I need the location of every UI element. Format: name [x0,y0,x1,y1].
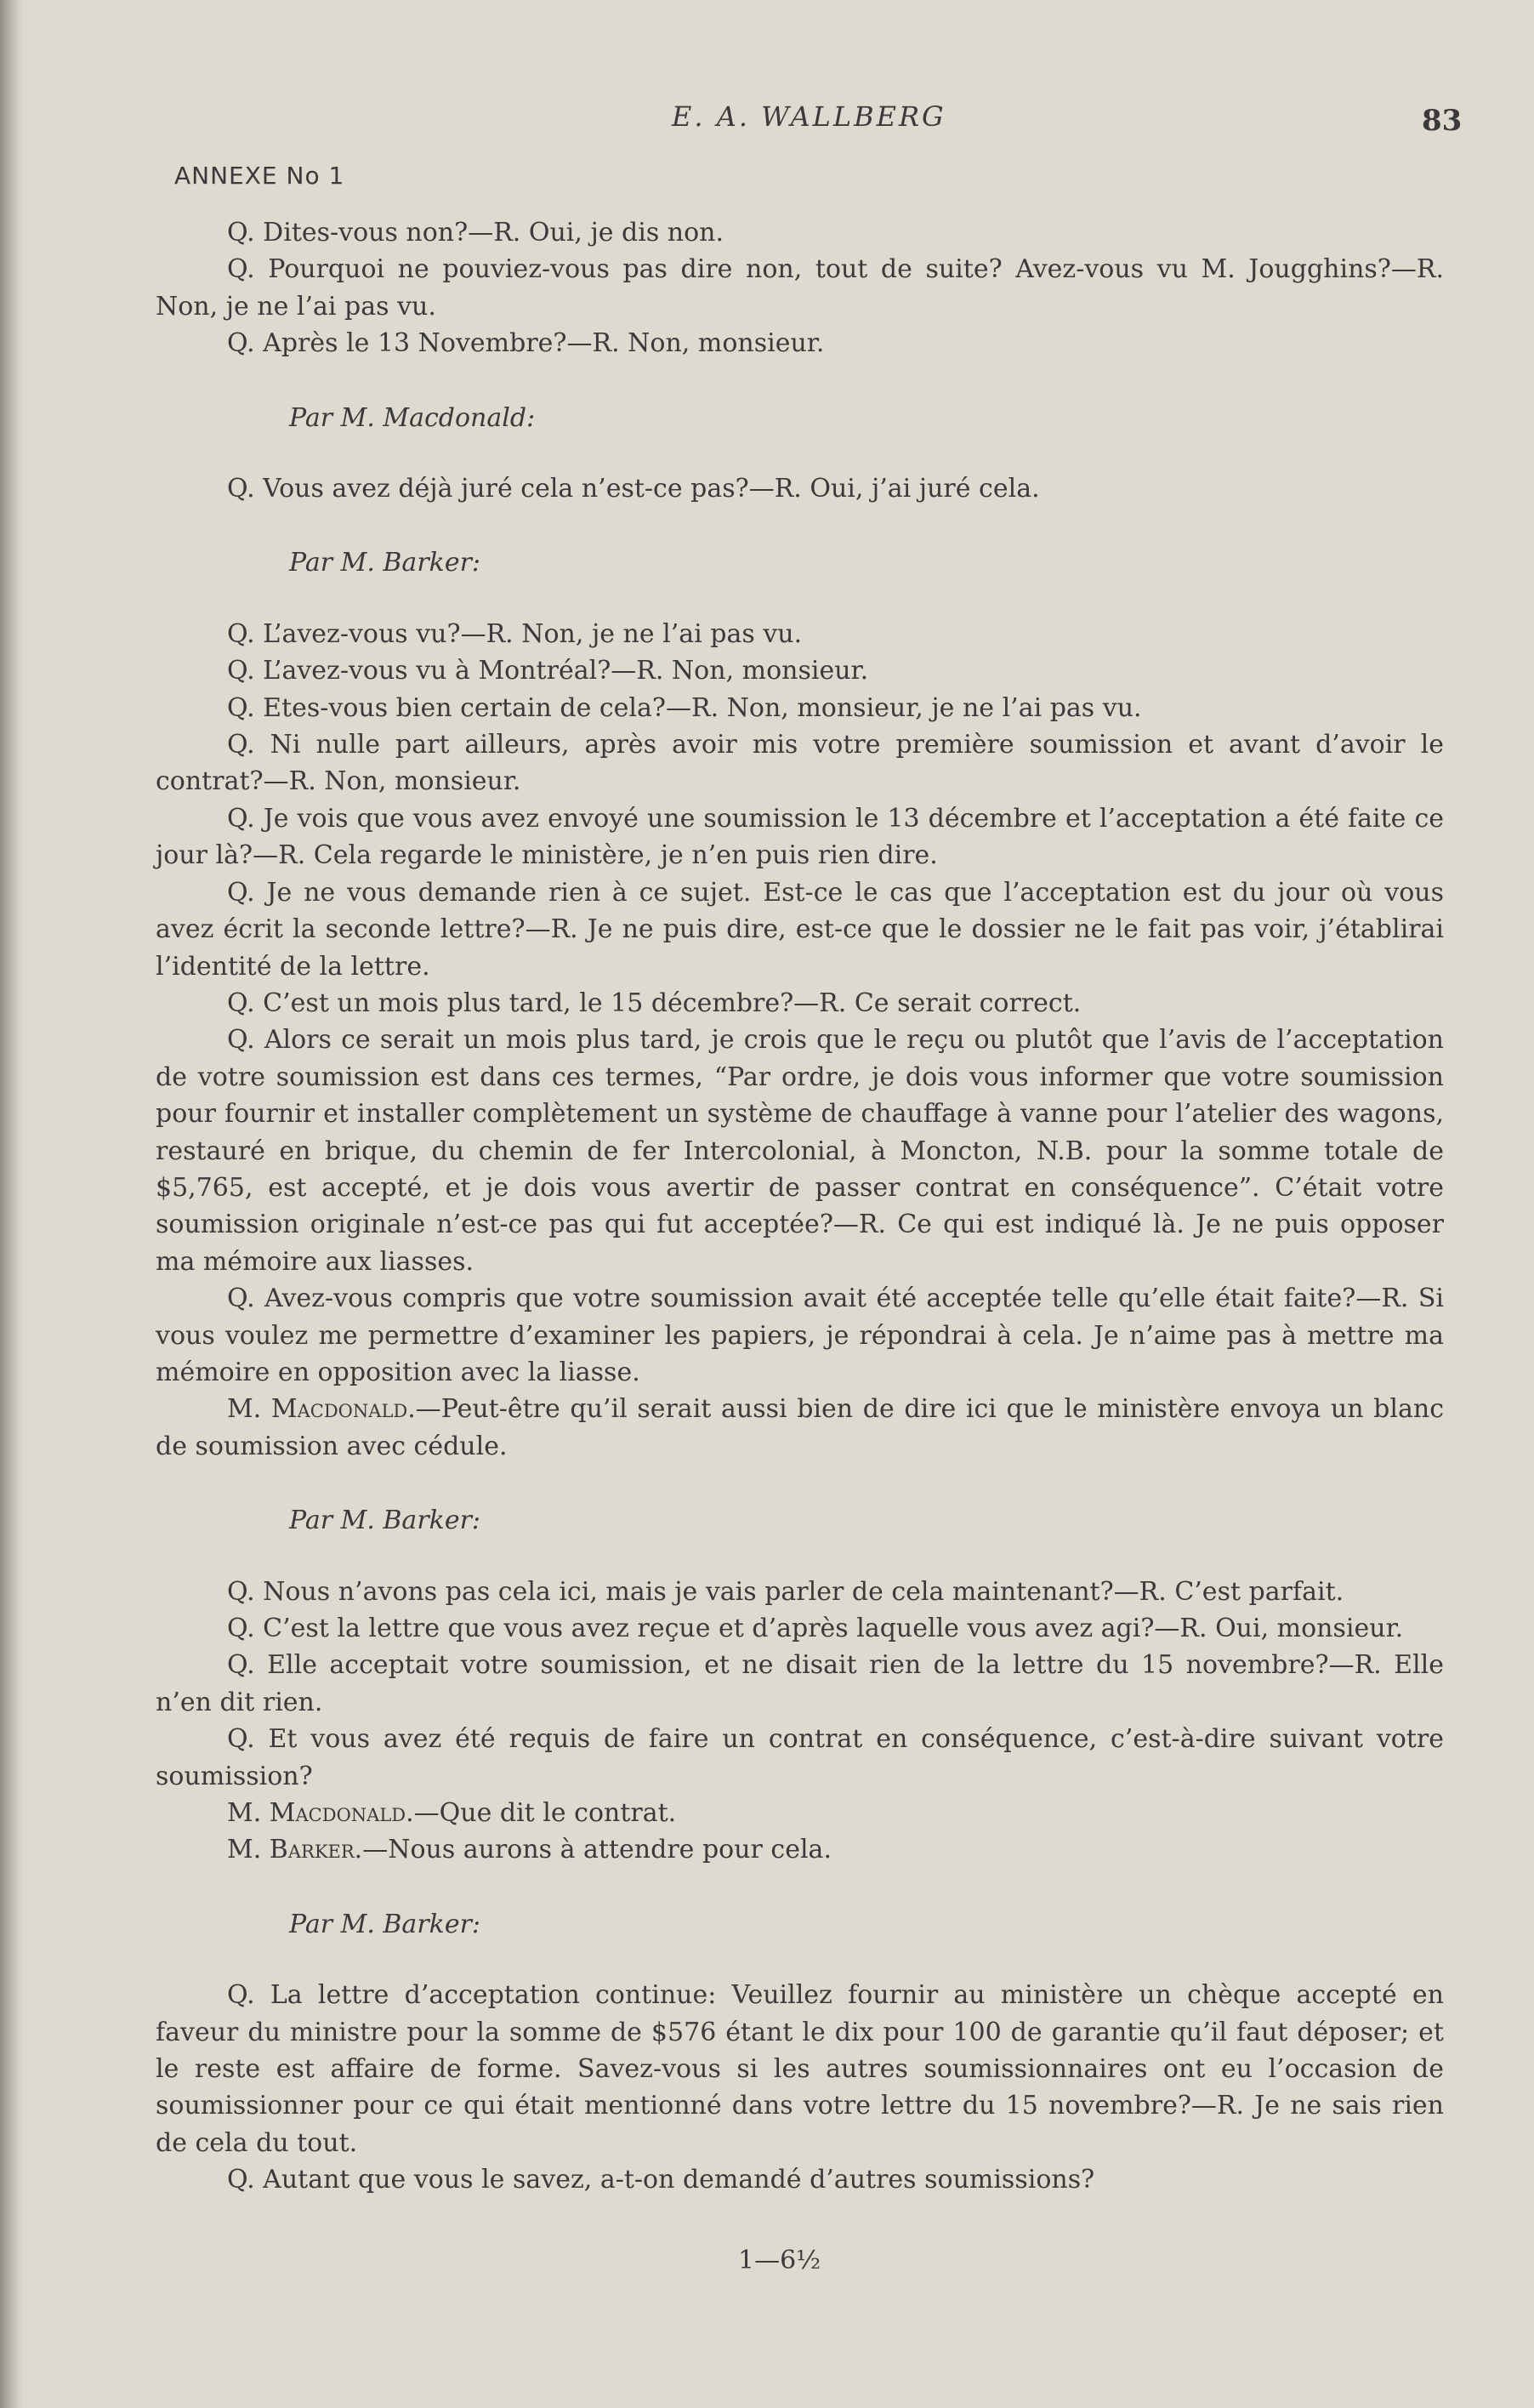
qa-paragraph: Q. Etes-vous bien certain de cela?—R. Non, monsieur, je ne l’ai pas vu. [227,692,1142,723]
qa-paragraph: Q. Vous avez déjà juré cela n’est-ce pas?—R. Oui, j’ai juré cela. [227,474,1040,504]
speaker-name: M. Macdonald. [227,1394,416,1425]
qa-paragraph: Q. Je ne vous demande rien à ce sujet. Est-ce le cas que l’acceptation est du jour où vous avez écrit la seconde lettre?—R. Je ne puis dire, est-ce que le dossier ne le fait pas voir, j’établirai l’identité de la lettre. [156,877,1444,982]
speaker-text: —Peut-être qu’il serait aussi bien de dire ici que le ministère envoya un blanc de soumission avec cédule. [156,1394,1444,1461]
qa-paragraph: Q. L’avez-vous vu?—R. Non, je ne l’ai pas vu. [227,618,803,649]
qa-paragraph: Q. Dites-vous non?—R. Oui, je dis non. [227,218,724,248]
qa-paragraph: Q. C’est un mois plus tard, le 15 décembre?—R. Ce serait correct. [227,988,1082,1018]
qa-paragraph: Q. Pourquoi ne pouviez-vous pas dire non, tout de suite? Avez-vous vu M. Jougghins?—R. Non, je ne l’ai pas vu. [156,254,1444,322]
examiner-heading: Par M. Macdonald: [289,402,536,433]
speaker-paragraph [156,1831,1444,1868]
qa-paragraph: Q. Avez-vous compris que votre soumission avait été acceptée telle qu’elle était faite?—R. Si vous voulez me permettre d’examiner les papiers, je répondrai à cela. Je n’aime pas à mettre ma mémoire en opposition avec la liasse. [156,1284,1444,1387]
page-header [0,100,1534,143]
speaker-paragraph [156,1391,1444,1465]
qa-paragraph: Q. Après le 13 Novembre?—R. Non, monsieur. [227,328,825,359]
qa-paragraph: Q. Alors ce serait un mois plus tard, je crois que le reçu ou plutôt que l’avis de l’acceptation de votre soumission est dans ces termes, “Par ordre, je dois vous informer que votre soumission pour fournir et installer complètement un système de chauffage à vanne pour l’atelier des wagons, restauré en brique, du chemin de fer Intercolonial, à Moncton, N.B. pour la somme totale de $5,765, est accepté, et je dois vous avertir de passer contrat en conséquence”. C’était votre soumission originale n’est-ce pas qui fut acceptée?—R. Ce qui est indiqué là. Je ne puis opposer ma mémoire aux liasses. [156,1025,1444,1277]
qa-paragraph: Q. C’est la lettre que vous avez reçue et d’après laquelle vous avez agi?—R. Oui, monsieur. [227,1614,1404,1643]
qa-paragraph: Q. Elle acceptait votre soumission, et ne disait rien de la lettre du 15 novembre?—R. Elle n’en dit rien. [156,1650,1444,1717]
qa-paragraph: Q. Autant que vous le savez, a-t-on demandé d’autres soumissions? [227,2165,1095,2195]
examiner-heading: Par M. Barker: [289,1909,481,1939]
speaker-text: —Que dit le contrat. [413,1798,677,1829]
transcript-body [156,214,1444,2199]
qa-paragraph: Q. Ni nulle part ailleurs, après avoir mis votre première soumission et avant d’avoir le contrat?—R. Non, monsieur. [156,730,1444,797]
speaker-paragraph [156,1795,1444,1831]
qa-paragraph: Q. La lettre d’acceptation continue: Veuillez fournir au ministère un chèque accepté en faveur du ministre pour la somme de $576 étant le dix pour 100 de garantie qu’il faut déposer; et le reste est affaire de forme. Savez-vous si les autres soumissionnaires ont eu l’occasion de soumissionner pour ce qui était mentionné dans votre lettre du 15 novembre?—R. Je ne sais rien de cela du tout. [156,1980,1444,2158]
page-gutter-shadow [0,0,22,2408]
speaker-name: M. Barker. [227,1835,363,1865]
qa-paragraph: Q. Je vois que vous avez envoyé une soumission le 13 décembre et l’acceptation a été faite ce jour là?—R. Cela regarde le ministère, je n’en puis rien dire. [156,803,1444,871]
printer-signature: 1—6½ [738,2246,821,2275]
annexe-label: ANNEXE No 1 [174,162,345,190]
speaker-text: —Nous aurons à attendre pour cela. [362,1835,832,1865]
running-title: E. A. WALLBERG [672,100,946,133]
qa-paragraph: Q. Et vous avez été requis de faire un contrat en conséquence, c’est-à-dire suivant votre soumission? [156,1724,1444,1791]
page-number: 83 [1422,104,1463,138]
examiner-heading: Par M. Barker: [289,548,481,578]
qa-paragraph: Q. Nous n’avons pas cela ici, mais je vais parler de cela maintenant?—R. C’est parfait. [227,1576,1344,1607]
speaker-name: M. Macdonald. [227,1798,414,1829]
qa-paragraph: Q. L’avez-vous vu à Montréal?—R. Non, monsieur. [227,656,869,686]
examiner-heading: Par M. Barker: [289,1506,481,1536]
